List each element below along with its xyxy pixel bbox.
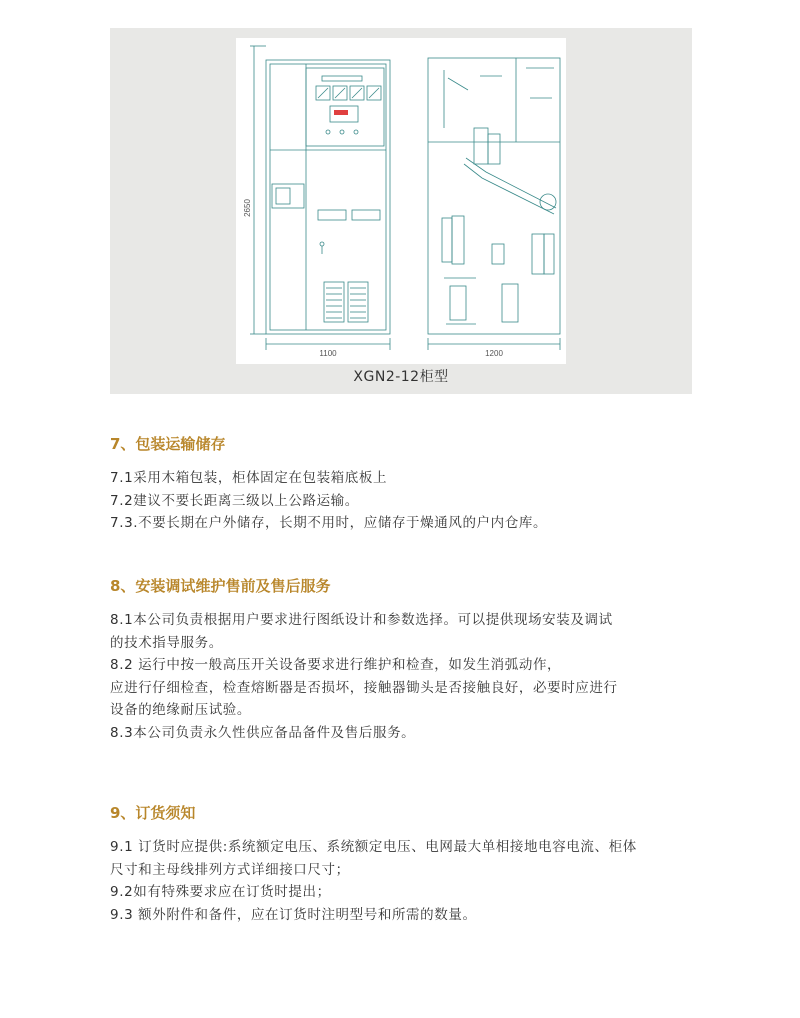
section-title: 8、安装调试维护售前及售后服务 [110, 577, 331, 595]
paragraph-line: 尺寸和主母线排列方式详细接口尺寸； [110, 861, 350, 878]
section-title: 7、包装运输储存 [110, 435, 226, 453]
section-service [110, 576, 618, 744]
side-width-dimension-label: 1200 [485, 349, 503, 358]
section-ordering [110, 803, 637, 926]
paragraph-line: 设备的绝缘耐压试验。 [110, 702, 251, 718]
paragraph-line: 8.3本公司负责永久性供应备品备件及售后服务。 [110, 724, 416, 741]
paragraph-line: 9.1 订货时应提供:系统额定电压、系统额定电压、电网最大单相接地电容电流、柜体 [110, 839, 637, 855]
paragraph-line: 8.1本公司负责根据用户要求进行图纸设计和参数选择。可以提供现场安装及调试 [110, 612, 613, 628]
paragraph-line: 7.3.不要长期在户外储存，长期不用时，应储存于燥通风的户内仓库。 [110, 515, 548, 531]
section-title: 9、订货须知 [110, 804, 196, 822]
section-packaging [110, 434, 547, 535]
figure-caption: XGN2-12柜型 [353, 369, 449, 385]
height-dimension-label: 2650 [243, 199, 252, 217]
paragraph-line: 8.2 运行中按一般高压开关设备要求进行维护和检查，如发生消弧动作， [110, 657, 562, 673]
paragraph-line: 应进行仔细检查，检查熔断器是否损坏，接触器锄头是否接触良好，必要时应进行 [110, 679, 618, 696]
paragraph-line: 9.2如有特殊要求应在订货时提出； [110, 884, 331, 900]
cabinet-figure [110, 28, 692, 394]
cabinet-drawing [236, 38, 566, 364]
front-width-dimension-label: 1100 [319, 349, 337, 358]
paragraph-line: 9.3 额外附件和备件，应在订货时注明型号和所需的数量。 [110, 906, 477, 923]
paragraph-line: 7.1采用木箱包装，柜体固定在包装箱底板上 [110, 470, 388, 486]
paragraph-line: 7.2建议不要长距离三级以上公路运输。 [110, 492, 359, 509]
paragraph-line: 的技术指导服务。 [110, 634, 223, 651]
